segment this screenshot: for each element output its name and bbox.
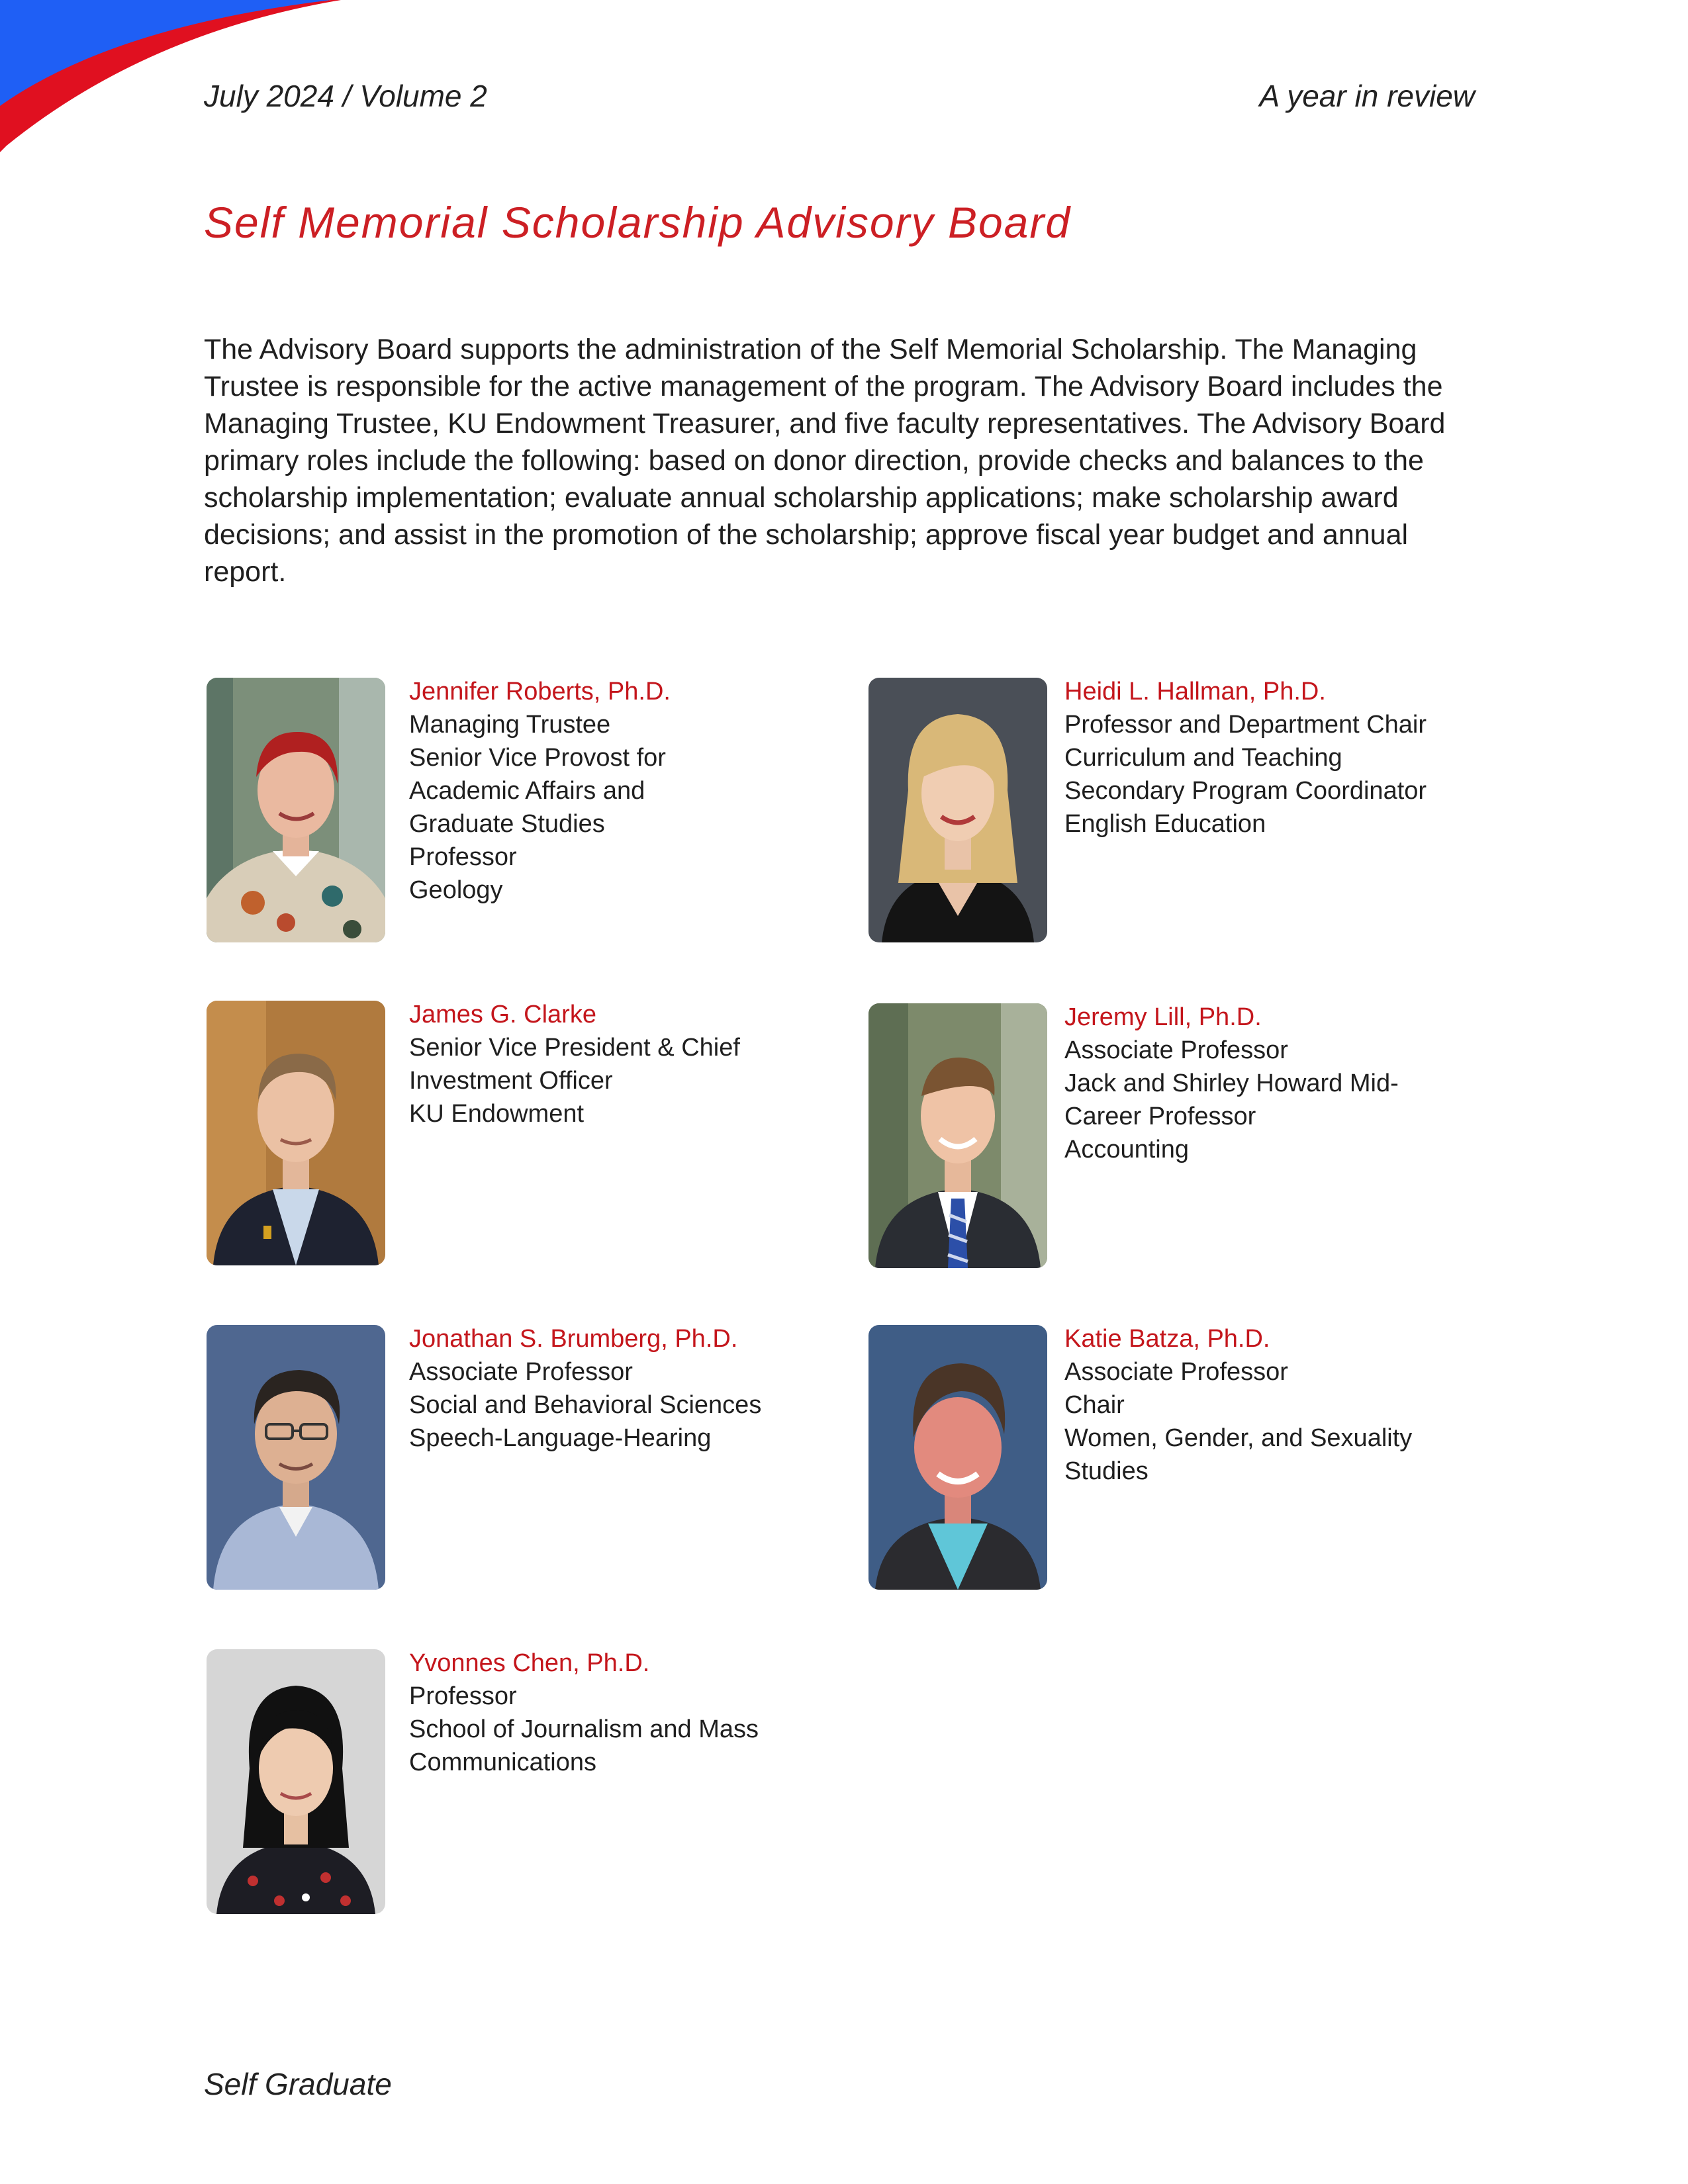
member-title: Senior Vice Provost for (409, 744, 666, 772)
member-department: School of Journalism and Mass (409, 1715, 759, 1743)
member-title: Jack and Shirley Howard Mid- (1064, 1069, 1399, 1097)
member-photo (207, 1649, 385, 1914)
member-department: Social and Behavioral Sciences (409, 1391, 762, 1419)
issue-label: July 2024 / Volume 2 (204, 79, 487, 113)
member-title: Investment Officer (409, 1067, 613, 1095)
member-title: Academic Affairs and (409, 777, 645, 805)
member-department: Speech-Language-Hearing (409, 1424, 712, 1452)
member-photo (207, 1325, 385, 1590)
member-name: James G. Clarke (409, 1001, 596, 1028)
member-title: Chair (1064, 1391, 1125, 1419)
member-name: Katie Batza, Ph.D. (1064, 1325, 1270, 1353)
member-title: Graduate Studies (409, 810, 605, 838)
member-title: Associate Professor (1064, 1358, 1288, 1386)
member-photo (868, 1325, 1047, 1590)
member-department: Studies (1064, 1457, 1149, 1485)
member-title: Professor (409, 843, 517, 871)
member-department: Accounting (1064, 1136, 1190, 1163)
member-department: Women, Gender, and Sexuality (1064, 1424, 1413, 1452)
page-title: Self Memorial Scholarship Advisory Board (204, 198, 1072, 247)
member-role: Managing Trustee (409, 711, 611, 739)
member-name: Heidi L. Hallman, Ph.D. (1064, 678, 1326, 705)
member-name: Jonathan S. Brumberg, Ph.D. (409, 1325, 738, 1353)
tagline: A year in review (1259, 79, 1475, 113)
member-name: Yvonnes Chen, Ph.D. (409, 1649, 650, 1677)
member-department: Communications (409, 1749, 596, 1776)
member-title: Professor and Department Chair (1064, 711, 1427, 739)
member-name: Jeremy Lill, Ph.D. (1064, 1003, 1262, 1031)
member-department: Curriculum and Teaching (1064, 744, 1342, 772)
member-photo (868, 1003, 1047, 1268)
member-title: Professor (409, 1682, 517, 1710)
member-photo (207, 678, 385, 942)
member-title: Career Professor (1064, 1103, 1256, 1130)
member-title: Senior Vice President & Chief (409, 1034, 740, 1062)
member-department: KU Endowment (409, 1100, 585, 1128)
member-photo (868, 678, 1047, 942)
member-photo (207, 1001, 385, 1265)
member-department: English Education (1064, 810, 1266, 838)
member-title: Associate Professor (1064, 1036, 1288, 1064)
member-name: Jennifer Roberts, Ph.D. (409, 678, 671, 705)
member-title: Secondary Program Coordinator (1064, 777, 1427, 805)
footer-label: Self Graduate (204, 2067, 392, 2101)
intro-paragraph: The Advisory Board supports the administration of the Self Memorial Scholarship. The Managing Trustee is responsible for the active management of the program. The Advisory Board includes the Managing Trustee, KU Endowment Treasurer, and five faculty representatives. The Advisory Board primary roles include the following: based on donor direction, provide checks and balances to the scholarship implementation; evaluate annual scholarship applications; make scholarship award decisions; and assist in the promotion of the scholarship; approve fiscal year budget and annual report. (204, 334, 1446, 588)
member-department: Geology (409, 876, 503, 904)
member-title: Associate Professor (409, 1358, 633, 1386)
